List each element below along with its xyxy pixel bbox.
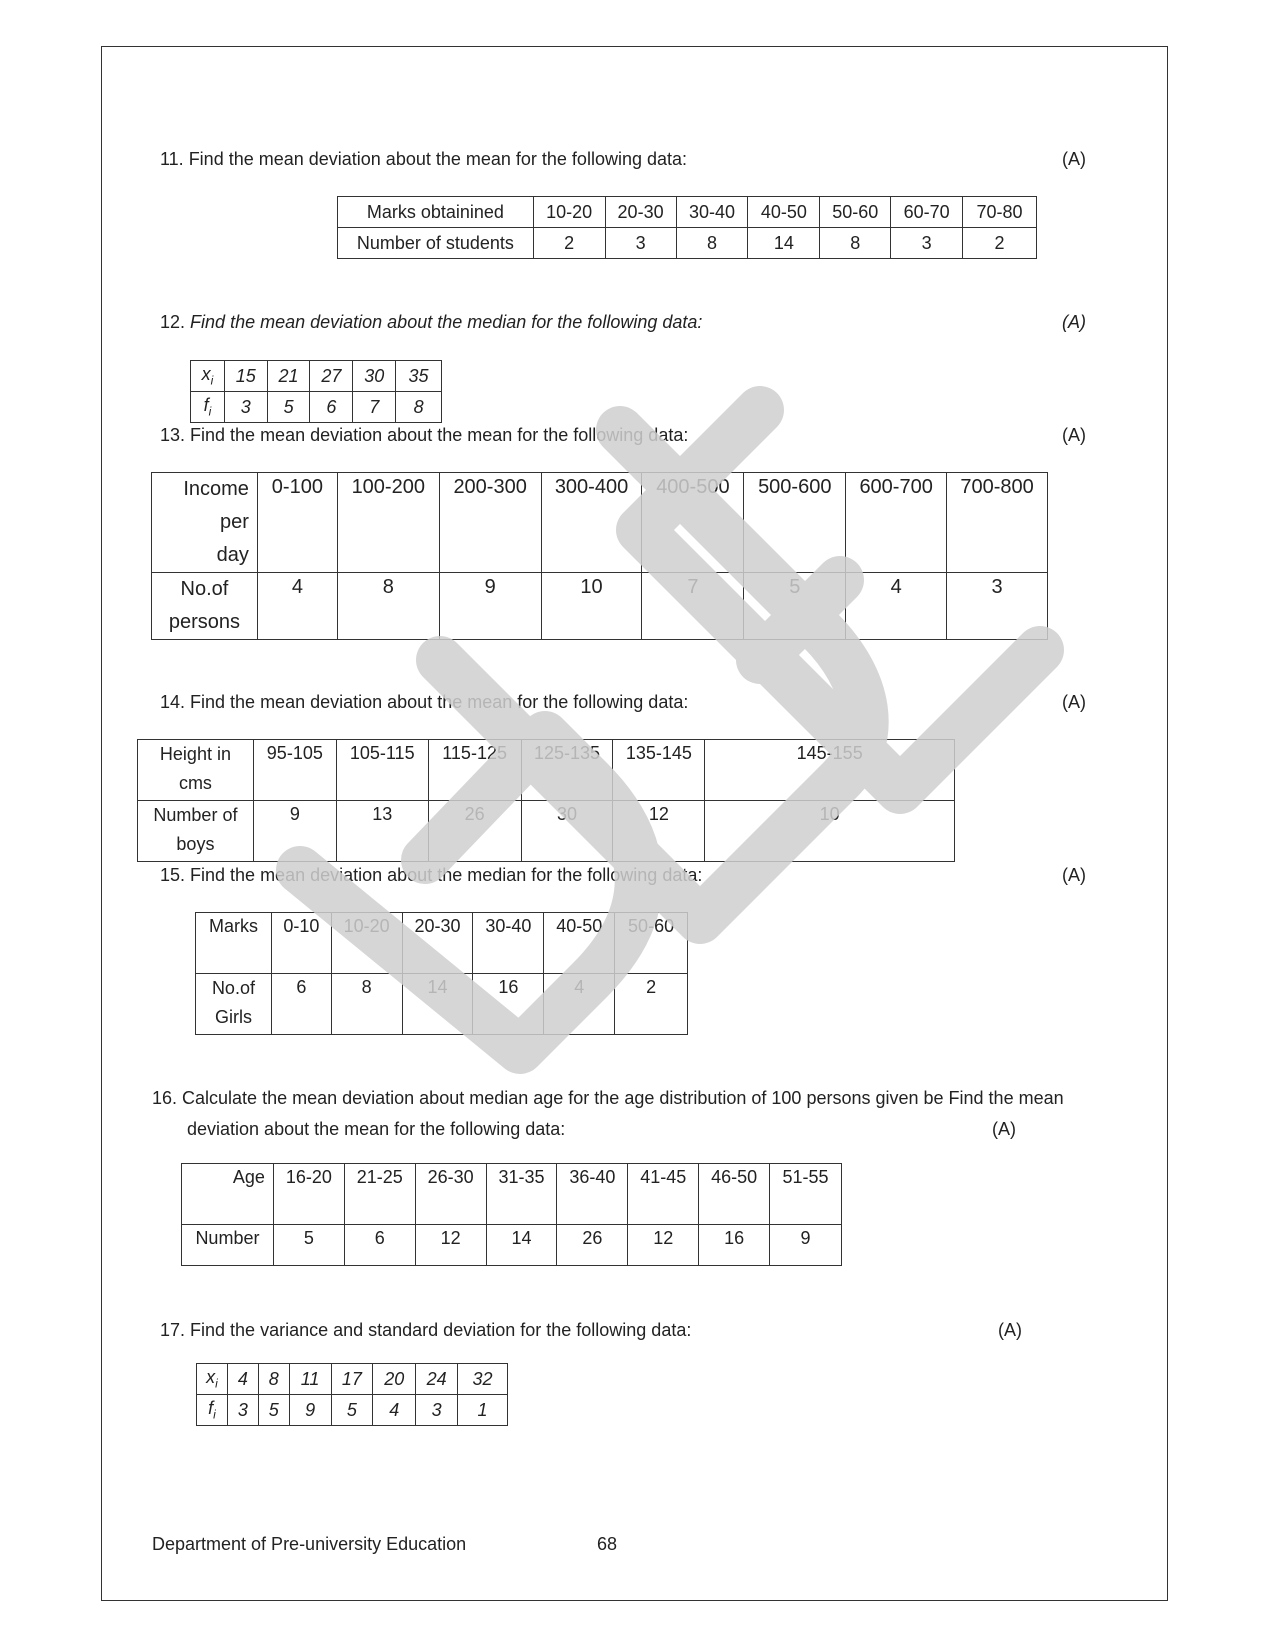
table-cell: 50-60 (615, 913, 688, 974)
question-15-mark: (A) (1062, 865, 1086, 885)
table-cell: 16-20 (273, 1164, 344, 1225)
table-cell: 3 (224, 392, 267, 423)
table-cell: 35 (396, 361, 442, 392)
table-cell: 500-600 (744, 473, 846, 573)
table-cell: 8 (396, 392, 442, 423)
table-q13-row-persons (152, 573, 1048, 640)
table-q17-row-f (197, 1395, 508, 1426)
table-cell: 4 (257, 573, 337, 640)
question-16: 16. Calculate the mean deviation about median age for the age distribution of 100 persons given be Find the mean (152, 1088, 1064, 1108)
table-cell-label: No.of persons (152, 573, 258, 640)
table-cell-label: Number of boys (138, 801, 254, 862)
table-cell: 70-80 (963, 197, 1037, 228)
table-cell: 10 (541, 573, 642, 640)
question-16-mark: (A) (992, 1119, 1016, 1139)
table-cell: $x_i$ (197, 1364, 228, 1395)
table-cell: 0-10 (271, 913, 331, 974)
table-cell: 40-50 (544, 913, 615, 974)
table-cell: 3 (416, 1395, 458, 1426)
table-cell: 3 (605, 228, 676, 259)
table-cell: 5 (258, 1395, 289, 1426)
question-17-mark: (A) (998, 1320, 1022, 1340)
table-q12-row-f (191, 392, 442, 423)
table-q15-row-girls (196, 974, 688, 1035)
table-q13-row-income (152, 473, 1048, 573)
table-cell: 27 (310, 361, 353, 392)
table-q12-row-x (191, 361, 442, 392)
table-cell: 4 (227, 1364, 258, 1395)
table-cell: 600-700 (846, 473, 947, 573)
table-cell: 9 (289, 1395, 331, 1426)
table-q13 (151, 472, 1048, 640)
table-q12 (190, 360, 442, 423)
table-cell: 700-800 (947, 473, 1048, 573)
table-cell: 15 (224, 361, 267, 392)
table-cell-label: Number (182, 1225, 274, 1266)
table-cell: 3 (947, 573, 1048, 640)
table-cell: 41-45 (628, 1164, 699, 1225)
table-cell: 60-70 (891, 197, 963, 228)
table-cell: 0-100 (257, 473, 337, 573)
table-cell: $f_i$ (191, 392, 225, 423)
table-cell: 12 (628, 1225, 699, 1266)
table-cell: 8 (258, 1364, 289, 1395)
table-cell: 125-135 (521, 740, 613, 801)
question-11-mark: (A) (1062, 149, 1086, 169)
table-cell: 8 (676, 228, 748, 259)
table-cell: 50-60 (820, 197, 891, 228)
question-13: 13. Find the mean deviation about the mean for the following data: (160, 425, 689, 445)
table-cell: 1 (458, 1395, 508, 1426)
question-12-number: 12. (160, 312, 186, 332)
table-cell: 6 (310, 392, 353, 423)
table-cell: 40-50 (748, 197, 820, 228)
table-q16-row-age (182, 1164, 842, 1225)
table-cell: 5 (273, 1225, 344, 1266)
table-cell: 12 (415, 1225, 486, 1266)
table-q17 (196, 1363, 508, 1426)
table-cell: 14 (486, 1225, 557, 1266)
question-12-text: Find the mean deviation about the median for the following data: (190, 312, 703, 332)
table-cell: 8 (337, 573, 439, 640)
table-cell: 3 (891, 228, 963, 259)
table-cell: 20-30 (402, 913, 473, 974)
table-cell: 115-125 (428, 740, 521, 801)
table-cell: 30 (521, 801, 613, 862)
table-cell: 20 (373, 1364, 416, 1395)
table-q11-row-students (338, 228, 1037, 259)
table-cell: 14 (402, 974, 473, 1035)
table-cell: 12 (613, 801, 705, 862)
footer-department: Department of Pre-university Education (152, 1534, 467, 1554)
table-cell-label: Age (182, 1164, 274, 1225)
table-cell: $x_i$ (191, 361, 225, 392)
table-cell: 17 (331, 1364, 373, 1395)
table-q16-row-number (182, 1225, 842, 1266)
table-cell: 30-40 (473, 913, 544, 974)
table-cell: 32 (458, 1364, 508, 1395)
table-q11-row-marks (338, 197, 1037, 228)
table-cell: 95-105 (253, 740, 336, 801)
table-cell: 3 (227, 1395, 258, 1426)
table-cell: 16 (699, 1225, 770, 1266)
table-cell: 26 (557, 1225, 628, 1266)
question-13-mark: (A) (1062, 425, 1086, 445)
table-q14 (137, 739, 955, 862)
table-cell: 4 (846, 573, 947, 640)
table-cell: 36-40 (557, 1164, 628, 1225)
table-cell: 26-30 (415, 1164, 486, 1225)
table-cell: 51-55 (770, 1164, 842, 1225)
table-cell: 400-500 (642, 473, 744, 573)
table-q15-row-marks (196, 913, 688, 974)
question-16-line2: deviation about the mean for the following data: (187, 1119, 566, 1139)
table-cell: 100-200 (337, 473, 439, 573)
question-14-mark: (A) (1062, 692, 1086, 712)
table-cell: 10-20 (533, 197, 605, 228)
table-cell: 24 (416, 1364, 458, 1395)
question-12 (160, 311, 702, 333)
table-cell: 10-20 (331, 913, 402, 974)
table-cell-label: Height in cms (138, 740, 254, 801)
table-cell: 5 (331, 1395, 373, 1426)
table-cell: 6 (271, 974, 331, 1035)
table-cell-label: No.of Girls (196, 974, 272, 1035)
table-cell: 2 (533, 228, 605, 259)
question-17: 17. Find the variance and standard deviation for the following data: (160, 1320, 692, 1340)
table-q15 (195, 912, 688, 1035)
table-cell: 30 (353, 361, 396, 392)
table-cell: 9 (253, 801, 336, 862)
table-cell: 11 (289, 1364, 331, 1395)
table-cell: 5 (267, 392, 310, 423)
table-cell: 7 (353, 392, 396, 423)
table-cell: 21-25 (344, 1164, 415, 1225)
table-cell: 21 (267, 361, 310, 392)
table-cell: 4 (544, 974, 615, 1035)
table-cell: 200-300 (439, 473, 541, 573)
table-cell: 30-40 (676, 197, 748, 228)
table-cell: 145-155 (705, 740, 955, 801)
table-q14-row-boys (138, 801, 955, 862)
table-cell: 2 (963, 228, 1037, 259)
table-cell: Marks obtainined (338, 197, 534, 228)
table-cell: 26 (428, 801, 521, 862)
question-14: 14. Find the mean deviation about the mean for the following data: (160, 692, 689, 712)
table-cell: 5 (744, 573, 846, 640)
footer-page-number: 68 (597, 1534, 618, 1554)
table-cell: 135-145 (613, 740, 705, 801)
table-cell: 2 (615, 974, 688, 1035)
table-cell: 4 (373, 1395, 416, 1426)
table-q16 (181, 1163, 842, 1266)
table-cell: 9 (439, 573, 541, 640)
table-q14-row-height (138, 740, 955, 801)
question-15: 15. Find the mean deviation about the median for the following data: (160, 865, 703, 885)
table-cell: 105-115 (336, 740, 428, 801)
table-cell: Number of students (338, 228, 534, 259)
table-cell: 9 (770, 1225, 842, 1266)
table-cell: 300-400 (541, 473, 642, 573)
table-cell-label: Marks (196, 913, 272, 974)
table-cell: 31-35 (486, 1164, 557, 1225)
table-cell: 10 (705, 801, 955, 862)
question-12-mark: (A) (1062, 312, 1086, 332)
table-q11 (337, 196, 1037, 259)
table-cell: 8 (820, 228, 891, 259)
table-cell-label: Income per day (152, 473, 258, 573)
table-cell: 6 (344, 1225, 415, 1266)
table-cell: $f_i$ (197, 1395, 228, 1426)
table-q17-row-x (197, 1364, 508, 1395)
table-cell: 16 (473, 974, 544, 1035)
table-cell: 46-50 (699, 1164, 770, 1225)
table-cell: 20-30 (605, 197, 676, 228)
table-cell: 14 (748, 228, 820, 259)
table-cell: 8 (331, 974, 402, 1035)
table-cell: 13 (336, 801, 428, 862)
question-11: 11. Find the mean deviation about the mean for the following data: (160, 149, 688, 169)
table-cell: 7 (642, 573, 744, 640)
